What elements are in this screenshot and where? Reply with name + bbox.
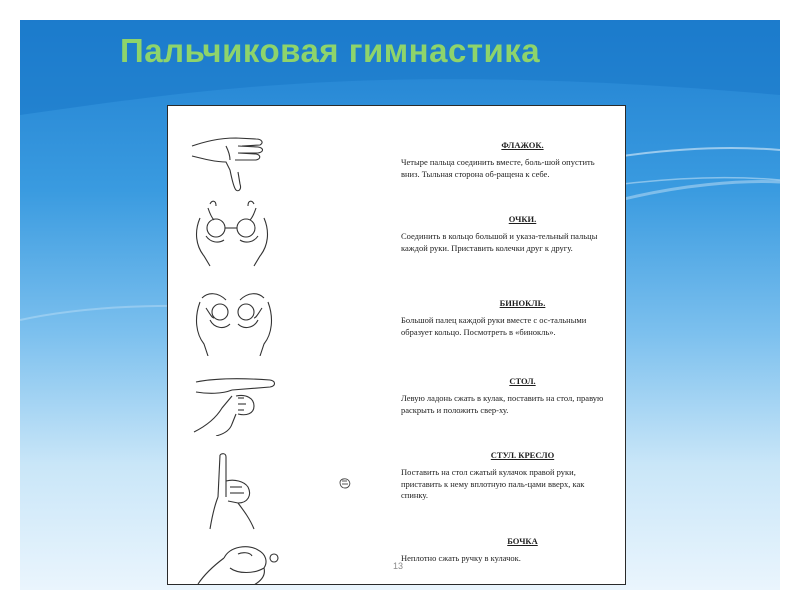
exercise-description: Левую ладонь сжать в кулак, поставить на стол, правую раскрыть и положить свер-ху. bbox=[401, 393, 604, 415]
barrel-fist-icon bbox=[194, 536, 290, 585]
glasses-hands-icon bbox=[186, 198, 278, 268]
exercise-description: Четыре пальца соединить вместе, боль-шой опустить вниз. Тыльная сторона об-ращена к себе. bbox=[401, 157, 595, 179]
exercise-binoculars bbox=[401, 298, 606, 338]
table-hands-icon bbox=[192, 368, 278, 436]
exercise-flag bbox=[401, 140, 606, 180]
document-page bbox=[167, 105, 626, 585]
binoculars-hands-icon bbox=[188, 284, 280, 356]
exercise-barrel bbox=[401, 536, 606, 565]
exercise-description: Соединить в кольцо большой и указа-тельный пальцы каждой руки. Приставить колечки друг к другу. bbox=[401, 231, 598, 253]
exercise-heading: ОЧКИ. bbox=[508, 214, 537, 224]
exercise-description: Большой палец каждой руки вместе с ос-тальными образует кольцо. Посмотреть в «бинокль». bbox=[401, 315, 587, 337]
exercise-description: Поставить на стол сжатый кулачок правой руки, приставить к нему вплотную паль-цами вверх, как спинку. bbox=[401, 467, 585, 500]
exercise-heading: БОЧКА bbox=[507, 536, 538, 546]
slide-title: Пальчиковая гимнастика bbox=[120, 32, 541, 69]
exercise-glasses bbox=[401, 214, 606, 254]
page-number: 13 bbox=[393, 561, 404, 571]
slide bbox=[20, 20, 780, 590]
exercise-heading: СТУЛ. КРЕСЛО bbox=[490, 450, 555, 460]
chair-hands-icon bbox=[204, 451, 274, 531]
flag-hand-icon bbox=[190, 126, 270, 194]
exercise-chair bbox=[401, 450, 606, 502]
exercise-table bbox=[401, 376, 606, 416]
exercise-description: Неплотно сжать ручку в кулачок. bbox=[401, 553, 521, 563]
small-fist-icon bbox=[338, 476, 352, 490]
exercise-heading: СТОЛ. bbox=[509, 376, 536, 386]
exercise-heading: БИНОКЛЬ. bbox=[499, 298, 546, 308]
exercise-heading: ФЛАЖОК. bbox=[501, 140, 544, 150]
